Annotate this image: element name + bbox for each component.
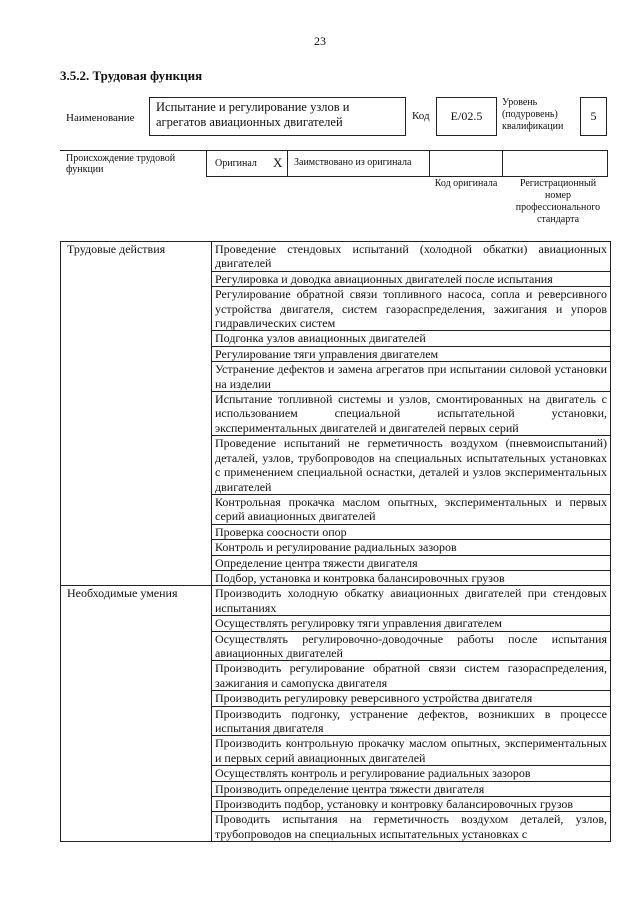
original-code-cell xyxy=(429,150,503,177)
borrowed-cell xyxy=(287,150,430,177)
original-label: Оригинал xyxy=(215,158,257,169)
level-label: Уровень (подуровень) квалификации xyxy=(502,97,564,132)
labor-action-item: Устранение дефектов и замена агрегатов при испытании силовой установки на изделии xyxy=(212,362,611,392)
labor-action-item: Испытание топливной системы и узлов, смонтированных на двигатель с использованием специальной испытательной установки, экспериментальных двигателей и двигателей первых серий xyxy=(212,392,611,436)
skill-item: Производить определение центра тяжести двигателя xyxy=(212,781,611,796)
labor-action-item: Проверка соосности опор xyxy=(212,524,611,539)
name-label: Наименование xyxy=(66,112,135,124)
original-mark: X xyxy=(273,155,283,170)
code-value-box xyxy=(436,97,497,136)
original-cell xyxy=(206,150,288,177)
skill-item: Производить контрольную прокачку маслом опытных, экспериментальных и первых серий авиационных двигателей xyxy=(212,736,611,766)
original-code-caption: Код оригинала xyxy=(434,178,498,189)
labor-actions-label: Трудовые действия xyxy=(61,242,212,586)
table-row xyxy=(61,586,611,616)
page-number: 23 xyxy=(314,34,326,48)
labor-action-item: Контроль и регулирование радиальных зазоров xyxy=(212,540,611,555)
skill-item: Осуществлять регулировочно-доводочные работы после испытания авиационных двигателей xyxy=(212,631,611,661)
function-name-box xyxy=(149,97,406,136)
labor-action-item: Подбор, установка и контровка балансировочных грузов xyxy=(212,570,611,585)
skill-item: Производить подгонку, устранение дефектов, возникших в процессе испытания двигателя xyxy=(212,706,611,736)
code-value: E/02.5 xyxy=(450,109,483,123)
borrowed-label: Заимствовано из оригинала xyxy=(294,157,412,168)
section-title: 3.5.2. Трудовая функция xyxy=(60,68,203,83)
labor-action-item: Регулировка и доводка авиационных двигателей после испытания xyxy=(212,271,611,286)
labor-action-item: Подгонка узлов авиационных двигателей xyxy=(212,331,611,346)
skill-item: Производить подбор, установку и контровку балансировочных грузов xyxy=(212,797,611,812)
function-name-value: Испытание и регулирование узлов и агрегатов авиационных двигателей xyxy=(156,100,350,129)
skills-label: Необходимые умения xyxy=(61,586,212,842)
labor-action-item: Определение центра тяжести двигателя xyxy=(212,555,611,570)
labor-action-item: Контрольная прокачка маслом опытных, экспериментальных и первых серий авиационных двигателей xyxy=(212,494,611,524)
labor-action-item: Регулирование тяги управления двигателем xyxy=(212,346,611,361)
skill-item: Осуществлять контроль и регулирование радиальных зазоров xyxy=(212,766,611,781)
origin-label: Происхождение трудовой функции xyxy=(66,153,176,175)
code-label: Код xyxy=(412,110,430,122)
level-value-box xyxy=(580,97,607,136)
level-value: 5 xyxy=(590,109,597,123)
reg-number-cell xyxy=(502,150,608,177)
skill-item: Производить регулирование обратной связи систем газораспределения, зажигания и самопуска двигателя xyxy=(212,661,611,691)
table-row xyxy=(61,242,611,272)
skill-item: Производить регулировку реверсивного устройства двигателя xyxy=(212,691,611,706)
labor-action-item: Проведение испытаний не герметичность воздухом (пневмоиспытаний) деталей, узлов, трубопроводов на специальных испытательных установках с применением специальной оснастки, деталей и узлов экспериментальных двигателей xyxy=(212,436,611,495)
labor-function-table xyxy=(60,241,611,842)
skill-item: Проводить испытания на герметичность воздухом деталей, узлов, трубопроводов на специальных испытательных установках с xyxy=(212,812,611,842)
labor-action-item: Регулирование обратной связи топливного насоса, сопла и реверсивного устройства двигателя, систем газораспределения, зажигания и упоров гидравлических систем xyxy=(212,287,611,331)
skill-item: Производить холодную обкатку авиационных двигателей при стендовых испытаниях xyxy=(212,586,611,616)
reg-number-caption: Регистрационный номер профессионального стандарта xyxy=(515,178,601,225)
skill-item: Осуществлять регулировку тяги управления двигателем xyxy=(212,616,611,631)
labor-action-item: Проведение стендовых испытаний (холодной обкатки) авиационных двигателей xyxy=(212,242,611,272)
